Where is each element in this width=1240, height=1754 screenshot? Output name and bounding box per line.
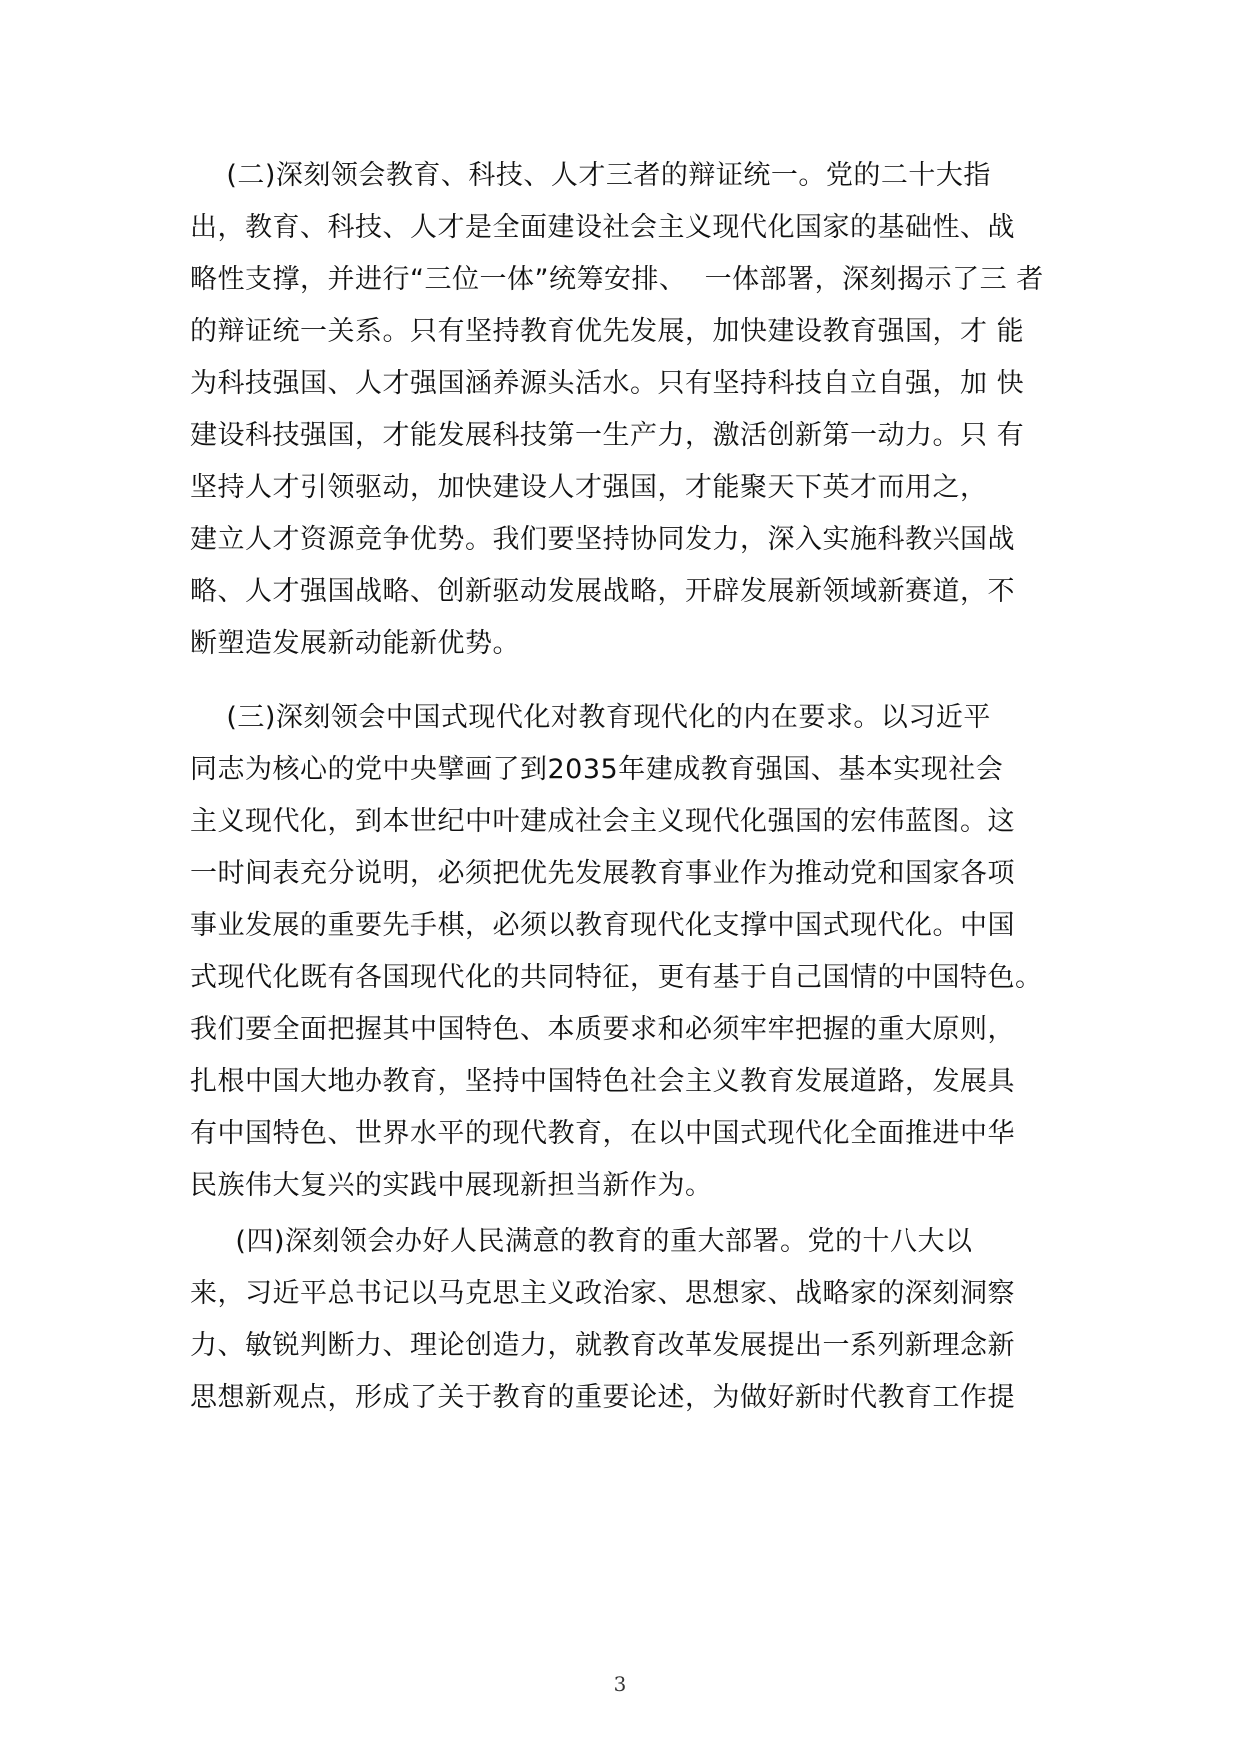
text-line: 民族伟大复兴的实践中展现新担当新作为。 — [190, 1170, 713, 1201]
text-line: 坚持人才引领驱动，加快建设人才强国，才能聚天下英才而用之， — [190, 472, 988, 503]
text-line: 的辩证统一关系。只有坚持教育优先发展，加快建设教育强国，才 能 — [190, 316, 1025, 347]
text-line: 同志为核心的党中央擘画了到2035年建成教育强国、基本实现社会 — [190, 754, 1004, 785]
text-line: 建立人才资源竞争优势。我们要坚持协同发力，深入实施科教兴国战 — [190, 524, 1015, 555]
text-line: 一时间表充分说明，必须把优先发展教育事业作为推动党和国家各项 — [190, 858, 1015, 889]
text-line: 事业发展的重要先手棋，必须以教育现代化支撑中国式现代化。中国 — [190, 910, 1015, 941]
text-line: 主义现代化，到本世纪中叶建成社会主义现代化强国的宏伟蓝图。这 — [190, 806, 1015, 837]
text-line: 略、人才强国战略、创新驱动发展战略，开辟发展新领域新赛道，不 — [190, 576, 1015, 607]
text-line: 式现代化既有各国现代化的共同特征，更有基于自己国情的中国特色。 — [190, 962, 1043, 993]
text-line: 出，教育、科技、人才是全面建设社会主义现代化国家的基础性、战 — [190, 212, 1015, 243]
text-line: 为科技强国、人才强国涵养源头活水。只有坚持科技自立自强，加 快 — [190, 368, 1025, 399]
paragraph-4 — [190, 1216, 1065, 1424]
text-line: (四)深刻领会办好人民满意的教育的重大部署。党的十八大以 — [190, 1226, 973, 1257]
text-line: 有中国特色、世界水平的现代教育，在以中国式现代化全面推进中华 — [190, 1118, 1015, 1149]
text-line: 来，习近平总书记以马克思主义政治家、思想家、战略家的深刻洞察 — [190, 1278, 1015, 1309]
text-line: 力、敏锐判断力、理论创造力，就教育改革发展提出一系列新理念新 — [190, 1330, 1015, 1361]
text-line: (三)深刻领会中国式现代化对教育现代化的内在要求。以习近平 — [190, 702, 991, 733]
text-line: 思想新观点，形成了关于教育的重要论述，为做好新时代教育工作提 — [190, 1382, 1015, 1413]
text-line: 建设科技强国，才能发展科技第一生产力，激活创新第一动力。只 有 — [190, 420, 1025, 451]
paragraph-3 — [190, 692, 1065, 1212]
text-line: 我们要全面把握其中国特色、本质要求和必须牢牢把握的重大原则， — [190, 1014, 1015, 1045]
page-number: 3 — [613, 1672, 627, 1696]
paragraph-2 — [190, 150, 1065, 670]
text-line: 断塑造发展新动能新优势。 — [190, 628, 520, 659]
text-line: (二)深刻领会教育、科技、人才三者的辩证统一。党的二十大指 — [190, 160, 991, 191]
text-line: 扎根中国大地办教育，坚持中国特色社会主义教育发展道路，发展具 — [190, 1066, 1015, 1097]
text-line: 略性支撑，并进行“三位一体”统筹安排、 一体部署，深刻揭示了三 者 — [190, 264, 1044, 295]
